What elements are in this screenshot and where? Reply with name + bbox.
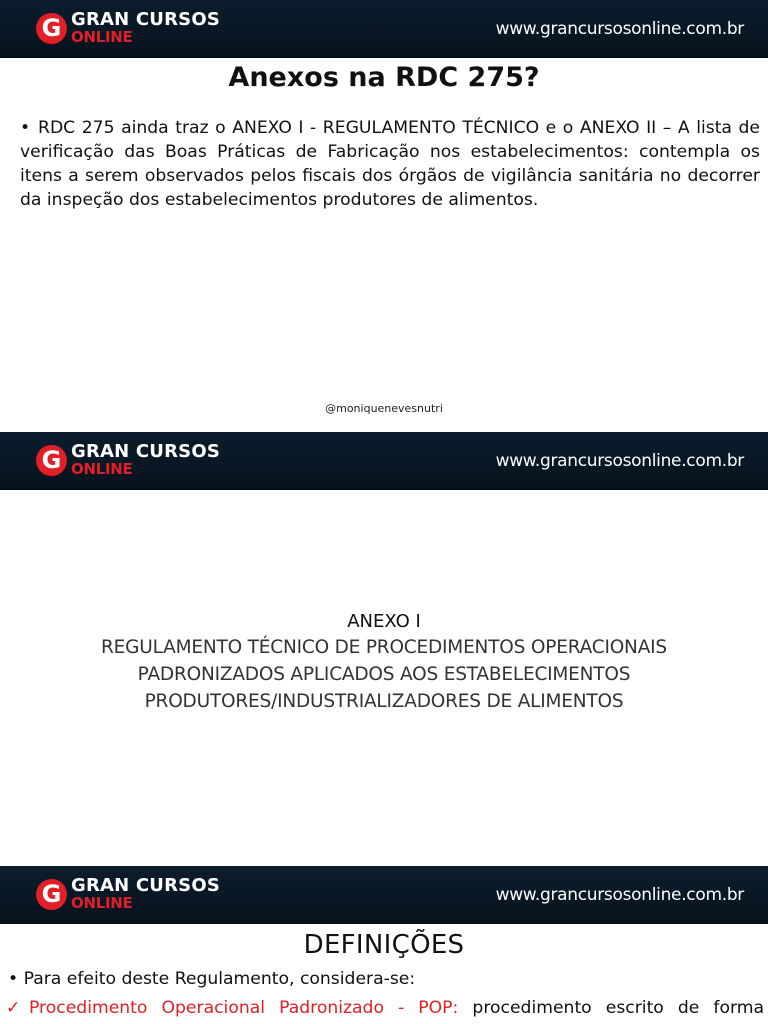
annex-heading-block (0, 610, 768, 715)
slide-anexo-i (0, 432, 768, 866)
gran-cursos-logo (36, 9, 236, 49)
logo-g-icon: G (36, 879, 67, 910)
site-url: www.grancursosonline.com.br (495, 19, 744, 39)
intro-bullet (8, 969, 415, 989)
check-icon: ✓ (6, 998, 29, 1018)
definition-term: Procedimento Operacional Padronizado - POP: (29, 998, 459, 1018)
bullet-icon: • (20, 118, 31, 138)
slide-definicoes (0, 866, 768, 1024)
logo-online-text: ONLINE (71, 894, 133, 912)
paragraph-text: RDC 275 ainda traz o ANEXO I - REGULAMENTO TÉCNICO e o ANEXO II – A lista de verificação das Boas Práticas de Fabricação nos estabelecimentos: contempla os itens a serem observados pelos fiscais dos órgãos de vigilância sanitária no decorrer da inspeção dos estabelecimentos produtores de alimentos. (20, 118, 760, 210)
slide-title: Anexos na RDC 275? (228, 62, 540, 93)
slide-title: DEFINIÇÕES (303, 930, 465, 960)
site-url: www.grancursosonline.com.br (495, 885, 744, 905)
header-banner (0, 866, 768, 924)
gran-cursos-logo (36, 875, 236, 915)
header-banner (0, 432, 768, 490)
logo-online-text: ONLINE (71, 28, 133, 46)
logo-g-icon: G (36, 445, 67, 476)
header-banner (0, 0, 768, 58)
definition-item (6, 998, 764, 1018)
annex-title-line: PRODUTORES/INDUSTRIALIZADORES DE ALIMENTOS (144, 691, 624, 712)
bullet-paragraph (18, 116, 760, 212)
logo-online-text: ONLINE (71, 460, 133, 478)
intro-text: Para efeito deste Regulamento, considera-se: (23, 969, 416, 989)
logo-gran-text: GRAN CURSOS (71, 441, 221, 462)
logo-g-icon: G (36, 13, 67, 44)
logo-gran-text: GRAN CURSOS (71, 875, 221, 896)
author-handle: @moniquenevesnutri (325, 402, 443, 415)
definition-text: procedimento escrito de forma (472, 998, 765, 1018)
annex-title-line: PADRONIZADOS APLICADOS AOS ESTABELECIMENTOS (137, 664, 631, 685)
annex-label: ANEXO I (347, 611, 421, 632)
bullet-icon: • (8, 969, 19, 989)
gran-cursos-logo (36, 441, 236, 481)
annex-title-line: REGULAMENTO TÉCNICO DE PROCEDIMENTOS OPERACIONAIS (101, 637, 667, 658)
site-url: www.grancursosonline.com.br (495, 451, 744, 471)
slide-anexos (0, 0, 768, 432)
logo-gran-text: GRAN CURSOS (71, 9, 221, 30)
